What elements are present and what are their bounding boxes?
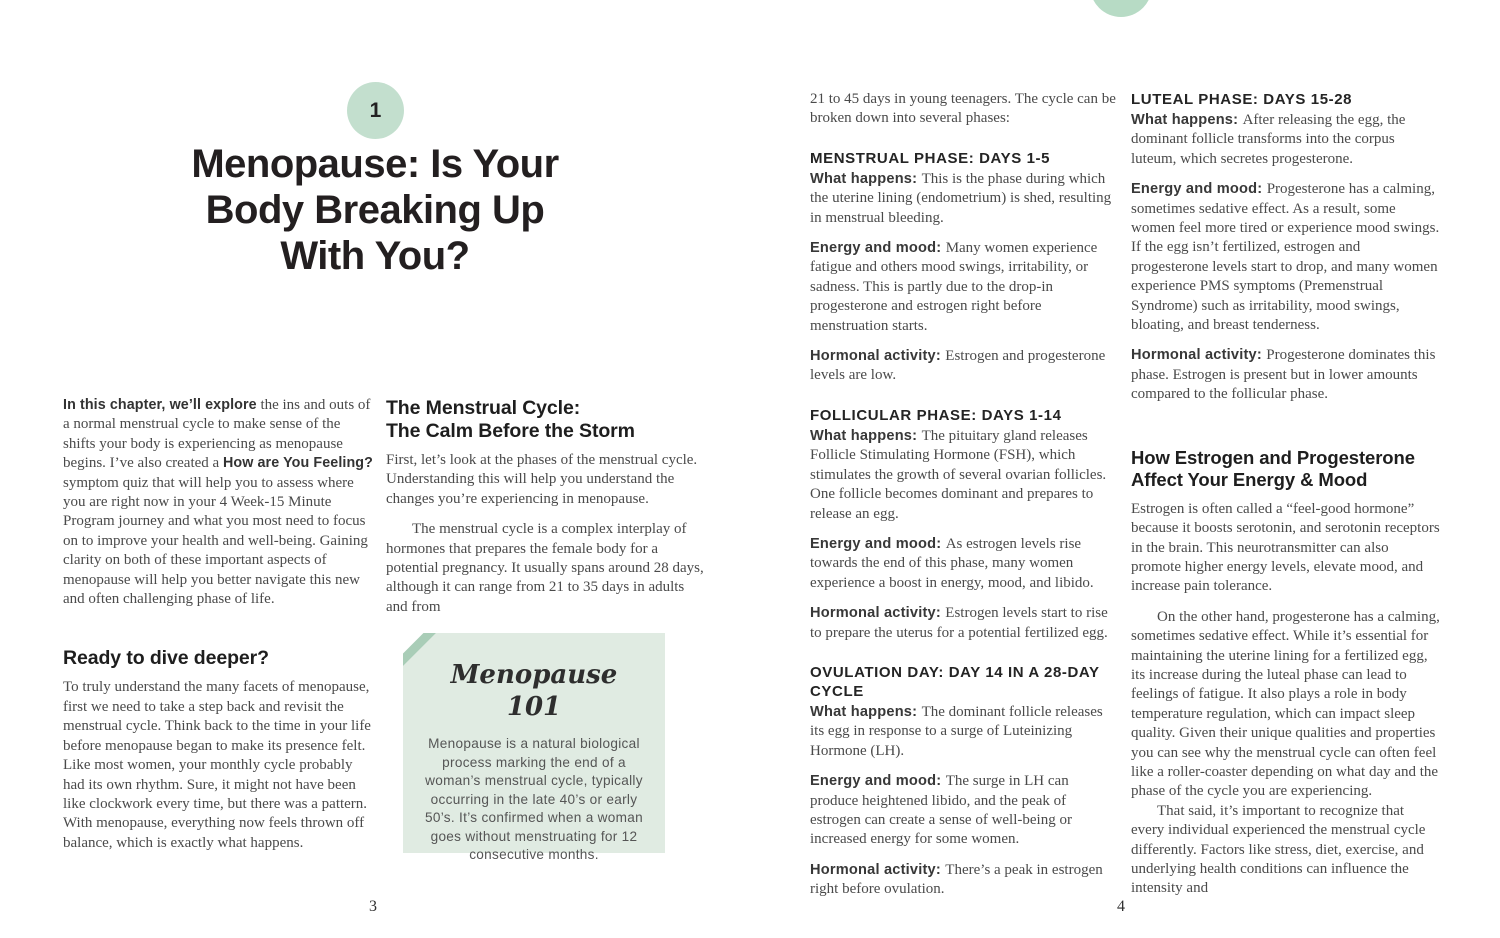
- chapter-number-badge: [347, 82, 404, 139]
- phase-block: [810, 703, 1120, 761]
- phase-block: [810, 772, 1120, 850]
- block-label: What happens:: [810, 427, 918, 444]
- intro-text: the ins and outs of a normal menstrual cycle to make sense of the shifts your body is experiencing as menopause begins. I’ve also created a: [63, 397, 371, 472]
- intro-quiz-bold: How are You Feeling?: [222, 455, 373, 472]
- chapter-number: 1: [369, 98, 382, 122]
- chapter-title-line: Menopause: Is Your: [191, 142, 559, 186]
- block-text: The pituitary gland releases Follicle Stimulating Hormone (FSH), which stimulates the growth of several ovarian follicles. One follicle becomes dominant and prepares to release an egg.: [810, 427, 1107, 522]
- phase-block: [810, 604, 1120, 643]
- phase-block: [1131, 346, 1441, 404]
- block-label: Hormonal activity:: [1131, 347, 1262, 364]
- block-label: Energy and mood:: [810, 773, 942, 790]
- phase-heading-ovulation: OVULATION DAY: DAY 14 IN A 28-DAY CYCLE: [810, 663, 1100, 700]
- left-page-column-1: [63, 396, 376, 864]
- menstrual-cycle-paragraph: First, let’s look at the phases of the menstrual cycle. Understanding this will help you understand the changes you’re experiencing in menopause.: [386, 452, 698, 507]
- chapter-title: [155, 141, 595, 279]
- intro-text: symptom quiz that will help you to assess where you are right now in your 4 Week-15 Minute Program journey and what you most need to focus on to improve your health and well-being. Gaining clarity on both of these important aspects of menopause will help you better navigate this new and often challenging phase of life.: [63, 474, 368, 608]
- block-label: Hormonal activity:: [810, 348, 941, 365]
- block-text: This is the phase during which the uterine lining (endometrium) is shed, resulting in menstrual bleeding.: [810, 170, 1112, 226]
- block-text: There’s a peak in estrogen right before ovulation.: [810, 861, 1103, 898]
- block-label: Hormonal activity:: [810, 861, 941, 878]
- menstrual-cycle-heading-line: The Menstrual Cycle:: [386, 397, 581, 419]
- estrogen-section-heading: How Estrogen and Progesterone Affect Your Energy & Mood: [1131, 446, 1415, 490]
- menstrual-cycle-paragraph: The menstrual cycle is a complex interplay of hormones that prepares the female body for a potential pregnancy. It usually spans around 28 days, although it can range from 21 to 35 days in adults and from: [386, 521, 704, 615]
- block-label: Energy and mood:: [810, 240, 942, 257]
- block-label: Energy and mood:: [810, 535, 942, 552]
- phase-block: [810, 427, 1120, 524]
- estrogen-paragraph: That said, it’s important to recognize that every individual experienced the menstrual cycle differently. Factors like stress, diet, exercise, and underlying health conditions can influence the intensity and: [1131, 802, 1426, 897]
- dive-deeper-paragraph: To truly understand the many facets of menopause, first we need to take a step back and revisit the menstrual cycle. Think back to the time in your life before menopause began to make its presence felt. Like most women, your monthly cycle probably had its own rhythm. Sure, it might not have been like clockwork every time, but there was a pattern. With menopause, everything now feels thrown off balance, which is exactly what happens.: [63, 679, 371, 851]
- decorative-circle-top: [1090, 0, 1152, 17]
- estrogen-paragraph: On the other hand, progesterone has a calming, sometimes sedative effect. While it’s essential for maintaining the uterine lining for a fertilized egg, its increase during the luteal phase can lead to feelings of fatigue. It also plays a role in body temperature regulation, which can impact sleep quality. Given their unique qualities and properties you can see why the menstrual cycle can often feel like a roller-coaster depending on what day and the phase of the cycle you are experiencing.: [1131, 608, 1440, 800]
- right-page-column-2: [1131, 90, 1441, 899]
- note-body: Menopause is a natural biological process marking the end of a woman’s menstrual cycle, typically occurring in the late 40’s or early 50’s. It’s confirmed when a woman goes without menstruating for 12 consecutive months.: [425, 736, 643, 862]
- phase-block: [810, 347, 1120, 386]
- block-text: The surge in LH can produce heightened libido, and the peak of estrogen can create a sense of well-being or increased energy for some women.: [810, 773, 1072, 848]
- page-number-left: 3: [369, 898, 377, 915]
- phase-block: [810, 535, 1120, 593]
- intro-paragraph: [63, 396, 376, 609]
- block-text: The dominant follicle releases its egg in response to a surge of Luteinizing Hormone (LH).: [810, 703, 1103, 759]
- dive-deeper-heading: Ready to dive deeper?: [63, 647, 269, 670]
- block-text: Progesterone dominates this phase. Estrogen is present but in lower amounts compared to the follicular phase.: [1131, 347, 1436, 403]
- phase-heading-menstrual: MENSTRUAL PHASE: DAYS 1-5: [810, 149, 1051, 167]
- block-text: Progesterone has a calming, sometimes sedative effect. As a result, some women feel more tired or experience mood swings. If the egg isn’t fertilized, estrogen and progesterone levels start to drop, and many women experience PMS symptoms (Premenstrual Syndrome) such as irritability, mood swings, bloating, and breast tenderness.: [1131, 181, 1440, 334]
- continuation-paragraph: 21 to 45 days in young teenagers. The cycle can be broken down into several phases:: [810, 91, 1116, 127]
- intro-lead-bold: In this chapter, we’ll explore: [63, 397, 257, 413]
- block-label: Energy and mood:: [1131, 181, 1263, 198]
- menstrual-cycle-heading-line: The Calm Before the Storm: [386, 420, 635, 442]
- note-folded-corner: [403, 633, 436, 666]
- page-number-right: 4: [1117, 898, 1125, 915]
- block-text: Estrogen and progesterone levels are low.: [810, 348, 1106, 384]
- chapter-title-line: With You?: [280, 234, 470, 278]
- block-text: Many women experience fatigue and others mood swings, irritability, or sadness. This is partly due to the drop-in progesterone and estrogen right before menstruation starts.: [810, 240, 1098, 334]
- block-text: As estrogen levels rise towards the end of this phase, many women experience a boost in energy, mood, and libido.: [810, 535, 1094, 591]
- phase-block: [810, 239, 1120, 336]
- note-title: Menopause 101: [450, 660, 618, 722]
- menopause-101-note: [403, 633, 665, 862]
- phase-block: [1131, 180, 1441, 335]
- phase-heading-follicular: FOLLICULAR PHASE: DAYS 1-14: [810, 406, 1062, 424]
- block-text: Estrogen levels start to rise to prepare the uterus for a potential fertilized egg.: [810, 605, 1108, 641]
- phase-block: [1131, 111, 1441, 169]
- block-label: Hormonal activity:: [810, 605, 941, 622]
- left-page-column-2: [386, 397, 704, 628]
- block-text: After releasing the egg, the dominant follicle transforms into the corpus luteum, which secretes progesterone.: [1131, 112, 1406, 167]
- block-label: What happens:: [1131, 112, 1239, 128]
- block-label: What happens:: [810, 170, 918, 187]
- block-label: What happens:: [810, 703, 918, 720]
- menstrual-cycle-heading: [386, 397, 704, 443]
- chapter-title-line: Body Breaking Up: [205, 188, 545, 232]
- phase-block: [810, 861, 1120, 900]
- phase-block: [810, 170, 1120, 228]
- phase-heading-luteal: LUTEAL PHASE: DAYS 15-28: [1131, 91, 1353, 108]
- right-page-column-1: [810, 90, 1120, 911]
- estrogen-paragraph: Estrogen is often called a “feel-good hormone” because it boosts serotonin, and serotonin receptors in the brain. This neurotransmitter can also promote higher energy levels, elevate mood, and increase pain tolerance.: [1131, 500, 1440, 595]
